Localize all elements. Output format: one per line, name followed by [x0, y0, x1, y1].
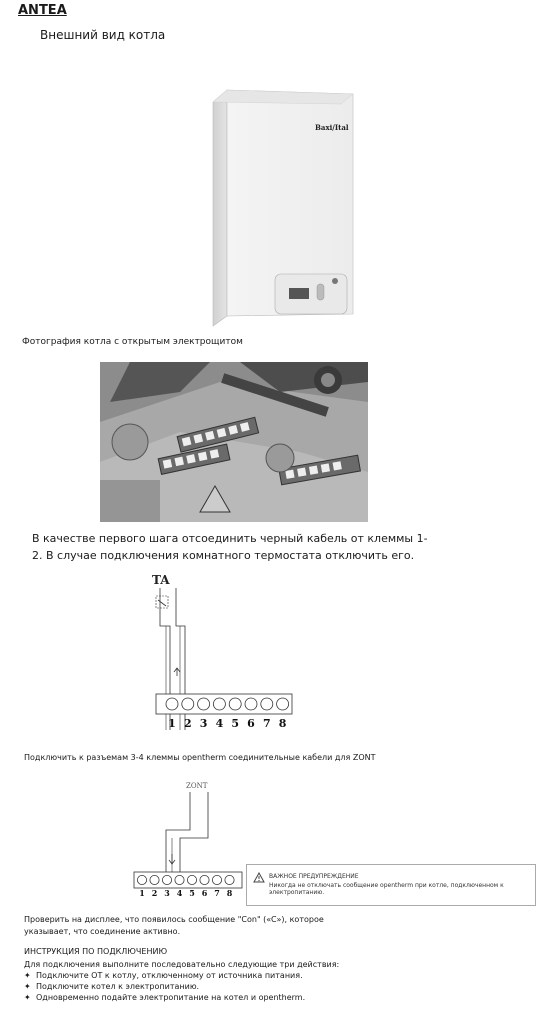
- bullet-icon: ✦: [24, 982, 31, 991]
- terminal-number: 8: [278, 717, 287, 730]
- terminal-screw: [213, 698, 225, 710]
- boiler-caption: Внешний вид котла: [40, 28, 166, 42]
- terminal-screw: [229, 698, 241, 710]
- terminal-number: 6: [201, 888, 208, 898]
- warning-box: [246, 864, 536, 906]
- terminal-number: 1: [139, 888, 145, 898]
- terminal-number: 5: [231, 717, 240, 730]
- terminal-number: 2: [183, 717, 192, 730]
- terminal-screw: [150, 875, 159, 884]
- terminal-number: 4: [215, 717, 224, 730]
- photo-caption: Фотография котла с открытым электрощитом: [22, 337, 243, 347]
- terminal-screw: [261, 698, 273, 710]
- electrical-panel-photo: [100, 362, 368, 522]
- terminal-number: 6: [247, 717, 255, 730]
- terminal-screw: [200, 875, 209, 884]
- terminal-screw: [175, 875, 184, 884]
- terminal-screw: [166, 698, 178, 710]
- terminal-number: 1: [168, 717, 176, 730]
- warning-text: Никогда не отключать сообщение opentherm при котле, подключенном к электропитанию.: [269, 882, 504, 896]
- terminal-screw: [245, 698, 257, 710]
- warning-icon: [253, 872, 265, 883]
- instructions-intro: Для подключения выполните последовательно следующие три действия:: [24, 960, 340, 969]
- list-item: ✦ Подключите котел к электропитанию.: [24, 982, 200, 991]
- terminal-screw: [187, 875, 196, 884]
- page-title: ANTEA: [18, 3, 67, 18]
- terminal-number: 3: [164, 888, 170, 898]
- bullet-icon: ✦: [24, 971, 31, 980]
- list-item: ✦ Одновременно подайте электропитание на котел и opentherm.: [24, 993, 306, 1002]
- terminal-screw: [182, 698, 194, 710]
- terminal-screw: [225, 875, 234, 884]
- boiler-image: [205, 88, 365, 333]
- terminal-number: 4: [176, 888, 183, 898]
- terminal-number: 2: [151, 888, 158, 898]
- terminal-screw: [162, 875, 171, 884]
- terminal-number: 7: [262, 717, 271, 730]
- terminal-screw: [212, 875, 221, 884]
- step2-caption: Подключить к разъемам 3-4 клеммы opentherm соединительные кабели для ZONT: [24, 753, 376, 762]
- ta-label: TA: [152, 573, 170, 587]
- terminal-number: 3: [199, 717, 208, 730]
- terminal-screw: [277, 698, 289, 710]
- boiler-brand-logo: Baxi/Ital: [315, 123, 349, 132]
- warning-title: ВАЖНОЕ ПРЕДУПРЕЖДЕНИЕ: [269, 873, 359, 880]
- step1-text: В качестве первого шага отсоединить черный кабель от клеммы 1-2. В случае подключения комнатного термостата отключить его.: [32, 532, 428, 562]
- list-item: ✦ Подключите ОТ к котлу, отключенному от источника питания.: [24, 971, 303, 980]
- zont-label: ZONT: [186, 782, 208, 790]
- terminal-screw: [198, 698, 210, 710]
- terminal-number: 8: [226, 888, 233, 898]
- bullet-icon: ✦: [24, 993, 31, 1002]
- wiring-diagram-zont: [126, 778, 246, 900]
- check-text: Проверить на дисплее, что появилось сообщение "Con" («C»), которое указывает, что соединение активно.: [24, 915, 324, 936]
- wiring-diagram-ta: [140, 570, 300, 745]
- instructions-list: [24, 970, 305, 1003]
- instructions-heading: ИНСТРУКЦИЯ ПО ПОДКЛЮЧЕНИЮ: [24, 947, 168, 956]
- terminal-number: 5: [189, 888, 195, 898]
- terminal-number: 7: [214, 888, 220, 898]
- terminal-screw: [137, 875, 146, 884]
